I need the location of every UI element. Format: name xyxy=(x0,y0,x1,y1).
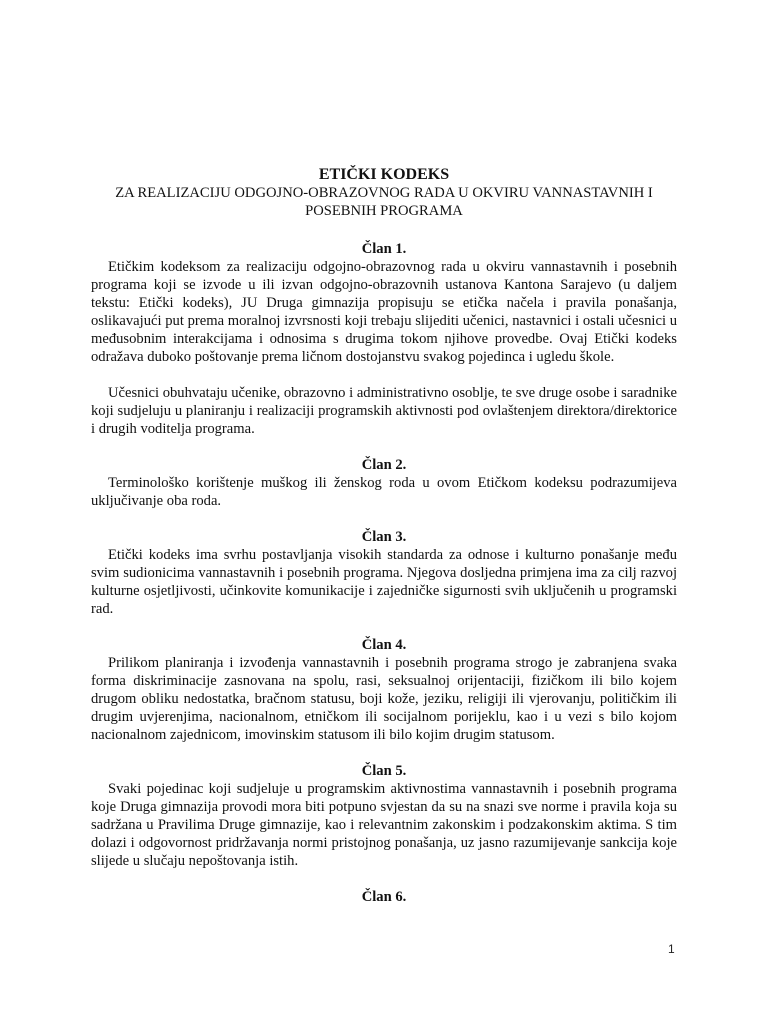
spacer xyxy=(91,618,677,636)
article-5-paragraph-1: Svaki pojedinac koji sudjeluje u programskim aktivnostima vannastavnih i posebnih programa koje Druga gimnazija provodi mora biti potpuno svjestan da su na snazi sve norme i pravila koja su sadržana u Pravilima Druge gimnazije, kao i relevantnim zakonskim i podzakonskim aktima. S tim dolazi i odgovornost pridržavanja normi pristojnog ponašanja, uz jasno razumijevanje sankcija koje slijede u slučaju nepoštovanja istih. xyxy=(91,781,677,869)
spacer xyxy=(91,366,677,384)
spacer xyxy=(91,510,677,528)
document-subtitle-line1: ZA REALIZACIJU ODGOJNO-OBRAZOVNOG RADA U OKVIRU VANNASTAVNIH I xyxy=(115,185,653,201)
article-4-paragraph-1: Prilikom planiranja i izvođenja vannastavnih i posebnih programa strogo je zabranjena svaka forma diskriminacije zasnovana na spolu, rasi, seksualnoj orijentaciji, fizičkom ili bilo kojem drugom obliku nedostatka, bračnom statusu, boji kože, jeziku, religiji ili vjerovanju, političkim ili drugim uvjerenjima, nacionalnom, etničkom ili socijalnom porijeklu, kao i u vezi s bilo kojom nacionalnom zajednicom, imovinskim statusom ili bilo kojim drugim statusom. xyxy=(91,655,677,743)
document-subtitle-line2: POSEBNIH PROGRAMA xyxy=(305,203,463,219)
article-3-paragraph-1: Etički kodeks ima svrhu postavljanja visokih standarda za odnose i kulturno ponašanje među svim sudionicima vannastavnih i posebnih programa. Njegova dosljedna primjena ima za cilj razvoj kulturne osjetljivosti, učinkovite komunikacije i zajedničke sigurnosti svih uključenih u programski rad. xyxy=(91,547,677,617)
article-heading-2: Član 2. xyxy=(361,457,407,473)
spacer xyxy=(91,438,677,456)
spacer xyxy=(91,220,677,240)
article-heading-3: Član 3. xyxy=(361,529,407,545)
article-1-paragraph-1: Etičkim kodeksom za realizaciju odgojno-obrazovnog rada u okviru vannastavnih i posebnih programa koji se izvode u ili izvan odgojno-obrazovnih ustanova Kantona Sarajevo (u daljem tekstu: Etički kodeks), JU Druga gimnazija propisuju se etička načela i pravila ponašanja, oslikavajući put prema moralnoj izvrsnosti koji trebaju slijediti učenici, nastavnici i ostali učesnici u međusobnim interakcijama i odnosima s drugima tokom njihove provedbe. Ovaj Etički kodeks odražava duboko poštovanje prema ličnom dostojanstvu svakog pojedinca i ugledu škole. xyxy=(91,259,677,365)
page-number: 1 xyxy=(668,942,675,956)
article-heading-5: Član 5. xyxy=(361,763,407,779)
article-1-paragraph-2: Učesnici obuhvataju učenike, obrazovno i administrativno osoblje, te sve druge osobe i saradnike koji sudjeluju u planiranju i realizaciji programskih aktivnosti pod ovlaštenjem direktora/direktorice i drugih voditelja programa. xyxy=(91,385,677,437)
document-title: ETIČKI KODEKS xyxy=(318,166,450,183)
spacer xyxy=(91,870,677,888)
article-heading-4: Član 4. xyxy=(361,637,407,653)
document-body xyxy=(91,165,677,906)
article-heading-1: Član 1. xyxy=(361,241,407,257)
article-heading-6: Član 6. xyxy=(361,889,407,905)
spacer xyxy=(91,744,677,762)
article-2-paragraph-1: Terminološko korištenje muškog ili ženskog roda u ovom Etičkom kodeksu podrazumijeva uključivanje oba roda. xyxy=(91,475,677,509)
